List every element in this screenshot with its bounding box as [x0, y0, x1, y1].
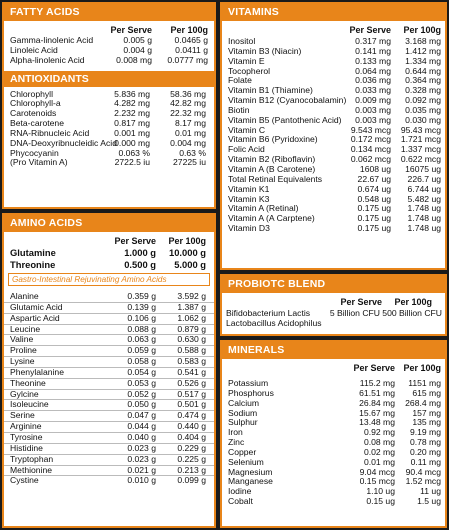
row-per-100g: 0.364 mg — [405, 75, 441, 86]
row-per-100g: 0.583 g — [177, 356, 206, 367]
row-per-serve: 0.054 g — [127, 366, 156, 377]
minerals-column-headers — [222, 363, 445, 374]
row-name: Carotenoids — [10, 108, 57, 119]
row-per-100g: 1.52 mcg — [405, 476, 441, 487]
row-per-serve: 0.141 mg — [355, 45, 391, 56]
row-per-serve: 0.003 mg — [355, 104, 391, 115]
row-per-100g: 1.334 mg — [405, 55, 441, 66]
row-per-100g: 0.229 g — [177, 442, 206, 453]
row-name: Methionine — [10, 464, 53, 475]
row-per-100g: 95.43 mcg — [400, 124, 441, 135]
row-name: Vitamin A (B Carotene) — [228, 163, 316, 174]
row-per-serve: 0.172 mcg — [350, 134, 391, 145]
table-row — [4, 324, 214, 335]
row-per-100g: 500 Billion CFU — [382, 308, 442, 318]
row-per-serve: 0.036 mg — [355, 75, 391, 86]
fatty-acids-title: FATTY ACIDS — [4, 4, 214, 21]
row-per-100g: 1.721 mcg — [400, 134, 441, 145]
row-name: DNA-Deoxyribnucleidic Acid — [10, 137, 117, 148]
row-name: Lactobacillus Acidophilus — [226, 317, 322, 328]
row-per-serve: 61.51 mg — [359, 387, 395, 398]
antioxidants-table — [4, 90, 214, 169]
row-per-100g: 0.474 g — [177, 410, 206, 421]
row-per-serve: 0.033 mg — [355, 85, 391, 96]
row-name: Lysine — [10, 356, 35, 367]
row-per-serve: 0.088 g — [127, 323, 156, 334]
row-per-100g: 1.748 ug — [407, 213, 441, 224]
row-per-100g: 0.035 mg — [405, 104, 441, 115]
probiotic-panel — [220, 274, 447, 336]
row-per-serve: 0.058 g — [127, 356, 156, 367]
row-per-serve: 0.01 mg — [363, 456, 395, 467]
row-per-100g: 1.412 mg — [405, 45, 441, 56]
row-per-serve: 5.836 mg — [114, 88, 150, 99]
row-name: Calcium — [228, 397, 260, 408]
row-name: Beta-carotene — [10, 118, 64, 129]
row-per-100g: 268.4 mg — [405, 397, 441, 408]
row-per-serve: 115.2 mg — [359, 378, 395, 388]
table-row — [222, 224, 445, 234]
col-per-100g: Per 100g — [170, 25, 208, 35]
row-per-serve — [326, 319, 380, 329]
row-per-serve: 0.15 ug — [366, 496, 395, 507]
col-per-100g: Per 100g — [403, 363, 441, 373]
row-name: Alanine — [10, 291, 39, 301]
table-row — [4, 421, 214, 432]
row-name: Manganese — [228, 476, 273, 487]
row-name: Arginine — [10, 421, 42, 432]
amino-highlight-table — [4, 247, 214, 271]
minerals-table — [222, 379, 445, 507]
row-name: Vitamin D3 — [228, 223, 270, 234]
row-per-100g: 0.630 g — [177, 334, 206, 345]
table-row — [4, 443, 214, 454]
row-per-100g: 226.7 ug — [407, 173, 441, 184]
row-per-100g: 10.000 g — [168, 247, 206, 258]
row-per-100g: 3.168 mg — [405, 36, 441, 46]
row-name: Glutamic Acid — [10, 301, 63, 312]
row-per-serve: 0.063 g — [127, 334, 156, 345]
row-per-100g: 5.000 g — [174, 259, 206, 270]
row-per-serve: 0.08 mg — [363, 437, 395, 448]
table-row — [4, 367, 214, 378]
row-per-100g: 0.63 % — [179, 147, 206, 158]
row-per-serve: 0.008 mg — [116, 54, 152, 65]
row-per-100g: 0.225 g — [177, 453, 206, 464]
row-per-serve: 0.133 mg — [355, 55, 391, 66]
table-row — [4, 378, 214, 389]
col-per-100g: Per 100g — [168, 236, 206, 246]
row-name: Total Retinal Equivalents — [228, 173, 323, 184]
row-per-100g: 58.36 mg — [170, 88, 206, 99]
row-per-100g: 22.32 mg — [170, 108, 206, 119]
fatty-acids-table — [4, 36, 214, 66]
table-row — [4, 356, 214, 367]
row-per-serve: 0.005 g — [123, 35, 152, 45]
row-name: Selenium — [228, 456, 264, 467]
row-per-100g: 0.644 mg — [405, 65, 441, 76]
row-per-100g: 0.11 mg — [410, 456, 441, 467]
row-name: Vitamin B3 (Niacin) — [228, 45, 302, 56]
row-name: Vitamin B12 (Cyanocobalamin) — [228, 95, 347, 106]
row-name: Isoleucine — [10, 399, 49, 410]
row-per-serve: 0.023 g — [127, 442, 156, 453]
minerals-panel — [220, 340, 447, 528]
row-per-serve: 0.674 ug — [357, 183, 391, 194]
row-name: Linoleic Acid — [10, 44, 58, 55]
row-name: Phenylalanine — [10, 366, 64, 377]
row-per-serve: 0.050 g — [127, 399, 156, 410]
amino-acids-title: AMINO ACIDS — [4, 215, 214, 232]
fatty-acids-panel — [2, 2, 216, 209]
table-row — [222, 319, 445, 329]
row-per-serve: 0.021 g — [127, 464, 156, 475]
row-name: Vitamin K3 — [228, 193, 270, 204]
row-name: Chlorophyll — [10, 88, 53, 99]
table-row — [4, 56, 214, 66]
row-per-100g: 3.592 g — [177, 291, 206, 301]
row-name: Aspartic Acid — [10, 312, 60, 323]
row-per-100g: 0.099 g — [177, 475, 206, 486]
row-per-100g: 0.0465 g — [174, 35, 208, 45]
row-name: Gamma-linolenic Acid — [10, 35, 94, 45]
row-per-serve: 0.053 g — [127, 377, 156, 388]
row-per-100g: 0.517 g — [177, 388, 206, 399]
row-per-serve: 0.040 g — [127, 431, 156, 442]
row-name: Cobalt — [228, 496, 253, 507]
vitamins-panel — [220, 2, 447, 270]
row-per-100g: 0.0411 g — [175, 44, 208, 55]
row-name: Magnesium — [228, 466, 273, 477]
table-row — [4, 454, 214, 465]
row-name: Vitamin A (A Carptene) — [228, 213, 315, 224]
row-name: Chlorophyll-a — [10, 98, 61, 109]
row-per-serve: 0.548 ug — [357, 193, 391, 204]
row-name: Zinc — [228, 437, 245, 448]
row-per-serve: 4.282 mg — [114, 98, 150, 109]
row-per-100g: 0.440 g — [177, 421, 206, 432]
row-name: Serine — [10, 410, 35, 421]
row-per-serve: 13.48 mg — [359, 417, 395, 428]
row-name: Vitamin B2 (Riboflavin) — [228, 154, 316, 165]
vitamins-title: VITAMINS — [222, 4, 445, 21]
table-row — [4, 345, 214, 356]
row-per-serve: 26.84 mg — [359, 397, 395, 408]
row-name: Vitamin E — [228, 55, 265, 66]
row-per-100g: 0.004 mg — [170, 137, 206, 148]
row-name: Phycocyanin — [10, 147, 59, 158]
row-per-100g: 11 ug — [420, 486, 441, 497]
row-per-serve: 0.500 g — [124, 259, 156, 270]
row-name: Iron — [228, 427, 243, 438]
row-name: Copper — [228, 446, 257, 457]
row-name: Theonine — [10, 377, 46, 388]
row-per-100g: 0.01 mg — [174, 127, 206, 138]
row-name: Glutamine — [10, 247, 56, 258]
row-per-serve: 0.817 mg — [114, 118, 150, 129]
col-per-100g: Per 100g — [394, 297, 432, 307]
row-name: Threonine — [10, 259, 56, 270]
row-name: Vitamin A (Retinal) — [228, 203, 299, 214]
row-name: (Pro Vitamin A) — [10, 157, 68, 168]
row-per-serve: 0.15 mcg — [359, 476, 395, 487]
row-per-100g: 0.092 mg — [405, 95, 441, 106]
col-per-serve: Per Serve — [349, 25, 391, 35]
row-per-serve: 0.023 g — [127, 453, 156, 464]
amino-note: Gastro-Intestinal Rejuvinating Amino Acids — [12, 275, 167, 284]
row-name: Proline — [10, 345, 37, 356]
row-per-100g: 0.404 g — [177, 431, 206, 442]
row-per-serve: 0.175 ug — [357, 203, 391, 214]
antioxidants-title: ANTIOXIDANTS — [4, 71, 214, 87]
row-per-serve: 0.359 g — [127, 291, 156, 301]
row-per-serve: 0.02 mg — [363, 446, 395, 457]
minerals-title: MINERALS — [222, 342, 445, 359]
table-row — [4, 334, 214, 345]
row-per-serve: 0.044 g — [127, 421, 156, 432]
table-row — [222, 497, 445, 507]
row-per-100g: 27225 iu — [173, 157, 206, 168]
row-per-100g: 5.482 ug — [407, 193, 441, 204]
row-name: Cystine — [10, 475, 39, 486]
row-per-serve: 0.92 mg — [363, 427, 395, 438]
row-per-100g: 0.526 g — [177, 377, 206, 388]
table-row — [4, 292, 214, 302]
row-per-100g: 0.501 g — [177, 399, 206, 410]
row-per-100g: 0.030 mg — [405, 114, 441, 125]
amino-acids-column-headers — [4, 236, 214, 247]
row-per-100g: 0.588 g — [177, 345, 206, 356]
row-per-100g: 1151 mg — [408, 378, 441, 388]
table-row — [4, 313, 214, 324]
row-per-serve: 0.001 mg — [114, 127, 150, 138]
row-per-serve: 0.064 mg — [355, 65, 391, 76]
row-per-serve: 0.139 g — [127, 301, 156, 312]
col-per-serve: Per Serve — [110, 25, 152, 35]
row-name: Histidine — [10, 442, 43, 453]
row-per-100g: 1.748 ug — [407, 223, 441, 234]
row-per-serve: 0.317 mg — [355, 36, 391, 46]
highlight-row — [4, 259, 214, 271]
row-per-100g: 1.748 ug — [407, 203, 441, 214]
table-row — [4, 302, 214, 313]
row-per-serve: 0.010 g — [127, 475, 156, 486]
table-row — [4, 158, 214, 168]
row-name: Tyrosine — [10, 431, 43, 442]
table-row — [222, 477, 445, 487]
row-per-100g: 90.4 mcg — [405, 466, 441, 477]
row-name: Bifidobacterium Lactis — [226, 308, 311, 318]
row-per-100g: 1.337 mcg — [400, 144, 441, 155]
row-per-serve: 2.232 mg — [114, 108, 150, 119]
row-per-100g: 1.062 g — [177, 312, 206, 323]
row-per-serve: 0.000 mg — [114, 137, 150, 148]
row-name: Folic Acid — [228, 144, 265, 155]
vitamins-table — [222, 37, 445, 234]
row-per-serve: 0.175 ug — [357, 223, 391, 234]
row-per-100g: 0.328 mg — [405, 85, 441, 96]
row-per-serve: 0.106 g — [127, 312, 156, 323]
row-name: Gylcine — [10, 388, 39, 399]
amino-acids-panel — [2, 213, 216, 528]
table-row — [4, 399, 214, 410]
row-per-100g — [380, 319, 442, 329]
table-row — [222, 487, 445, 497]
amino-note-box — [8, 273, 210, 286]
row-per-100g: 1.387 g — [177, 301, 206, 312]
row-per-serve: 9.04 mcg — [359, 466, 395, 477]
row-name: Vitamin K1 — [228, 183, 270, 194]
row-per-100g: 0.541 g — [177, 366, 206, 377]
row-per-100g: 9.19 mg — [409, 427, 441, 438]
row-per-100g: 615 mg — [412, 387, 441, 398]
row-per-serve: 22.67 ug — [357, 173, 391, 184]
probiotic-title: PROBIOTC BLEND — [222, 276, 445, 293]
vitamins-column-headers — [222, 25, 445, 36]
row-per-serve: 0.134 mcg — [350, 144, 391, 155]
row-per-100g: 6.744 ug — [407, 183, 441, 194]
row-name: Alpha-linolenic Acid — [10, 54, 85, 65]
row-per-serve: 0.047 g — [127, 410, 156, 421]
table-row — [4, 432, 214, 443]
row-per-serve: 1.000 g — [124, 247, 156, 258]
row-name: Leucine — [10, 323, 41, 334]
row-per-serve: 1608 ug — [359, 163, 391, 174]
row-name: Vitamin B1 (Thiamine) — [228, 85, 313, 96]
row-per-100g: 1.5 ug — [417, 496, 441, 507]
row-per-serve: 0.003 mg — [355, 114, 391, 125]
amino-acids-table — [4, 292, 214, 486]
row-name: Biotin — [228, 104, 250, 115]
probiotic-column-headers — [222, 297, 445, 308]
table-row — [4, 410, 214, 421]
row-name: Valine — [10, 334, 34, 345]
row-per-100g: 0.879 g — [177, 323, 206, 334]
row-per-100g: 157 mg — [412, 407, 441, 418]
row-per-serve: 0.175 ug — [357, 213, 391, 224]
row-name: Folate — [228, 75, 252, 86]
row-per-serve: 0.062 mcg — [350, 154, 391, 165]
row-per-serve: 0.009 mg — [355, 95, 391, 106]
col-per-serve: Per Serve — [353, 363, 395, 373]
row-name: Vitamin B6 (Pyridoxine) — [228, 134, 318, 145]
row-name: Tocopherol — [228, 65, 271, 76]
row-per-serve: 1.10 ug — [366, 486, 395, 497]
col-per-serve: Per Serve — [114, 236, 156, 246]
col-per-serve: Per Serve — [340, 297, 382, 307]
col-per-100g: Per 100g — [403, 25, 441, 35]
table-row — [4, 465, 214, 476]
table-row — [4, 389, 214, 400]
row-per-100g: 16075 ug — [405, 163, 441, 174]
row-name: Tryptophan — [10, 453, 54, 464]
table-row — [4, 475, 214, 486]
highlight-row — [4, 247, 214, 259]
row-name: Potassium — [228, 378, 269, 388]
probiotic-table — [222, 309, 445, 329]
row-name: Vitamin B5 (Pantothenic Acid) — [228, 114, 342, 125]
row-per-100g: 8.17 mg — [174, 118, 206, 129]
row-per-serve: 0.063 % — [118, 147, 150, 158]
row-per-serve: 2722.5 iu — [114, 157, 150, 168]
row-per-100g: 135 mg — [412, 417, 441, 428]
row-name: Inositol — [228, 36, 256, 46]
row-per-100g: 0.213 g — [177, 464, 206, 475]
row-name: Sodium — [228, 407, 258, 418]
row-per-100g: 0.20 mg — [409, 446, 441, 457]
row-per-serve: 0.052 g — [127, 388, 156, 399]
row-per-100g: 0.622 mcg — [400, 154, 441, 165]
row-per-serve: 5 Billion CFU — [329, 308, 380, 318]
row-per-serve: 0.004 g — [123, 44, 152, 55]
row-name: Sulphur — [228, 417, 258, 428]
row-per-serve: 0.059 g — [127, 345, 156, 356]
row-per-100g: 0.0777 mg — [167, 54, 208, 65]
row-per-100g: 42.82 mg — [170, 98, 206, 109]
row-name: Iodine — [228, 486, 252, 497]
row-name: RNA-Ribnucleic Acid — [10, 127, 90, 138]
row-per-serve: 15.67 mg — [359, 407, 395, 418]
row-name: Phosphorus — [228, 387, 274, 398]
row-per-serve: 9.543 mcg — [350, 124, 391, 135]
row-name: Vitamin C — [228, 124, 266, 135]
row-per-100g: 0.78 mg — [409, 437, 441, 448]
